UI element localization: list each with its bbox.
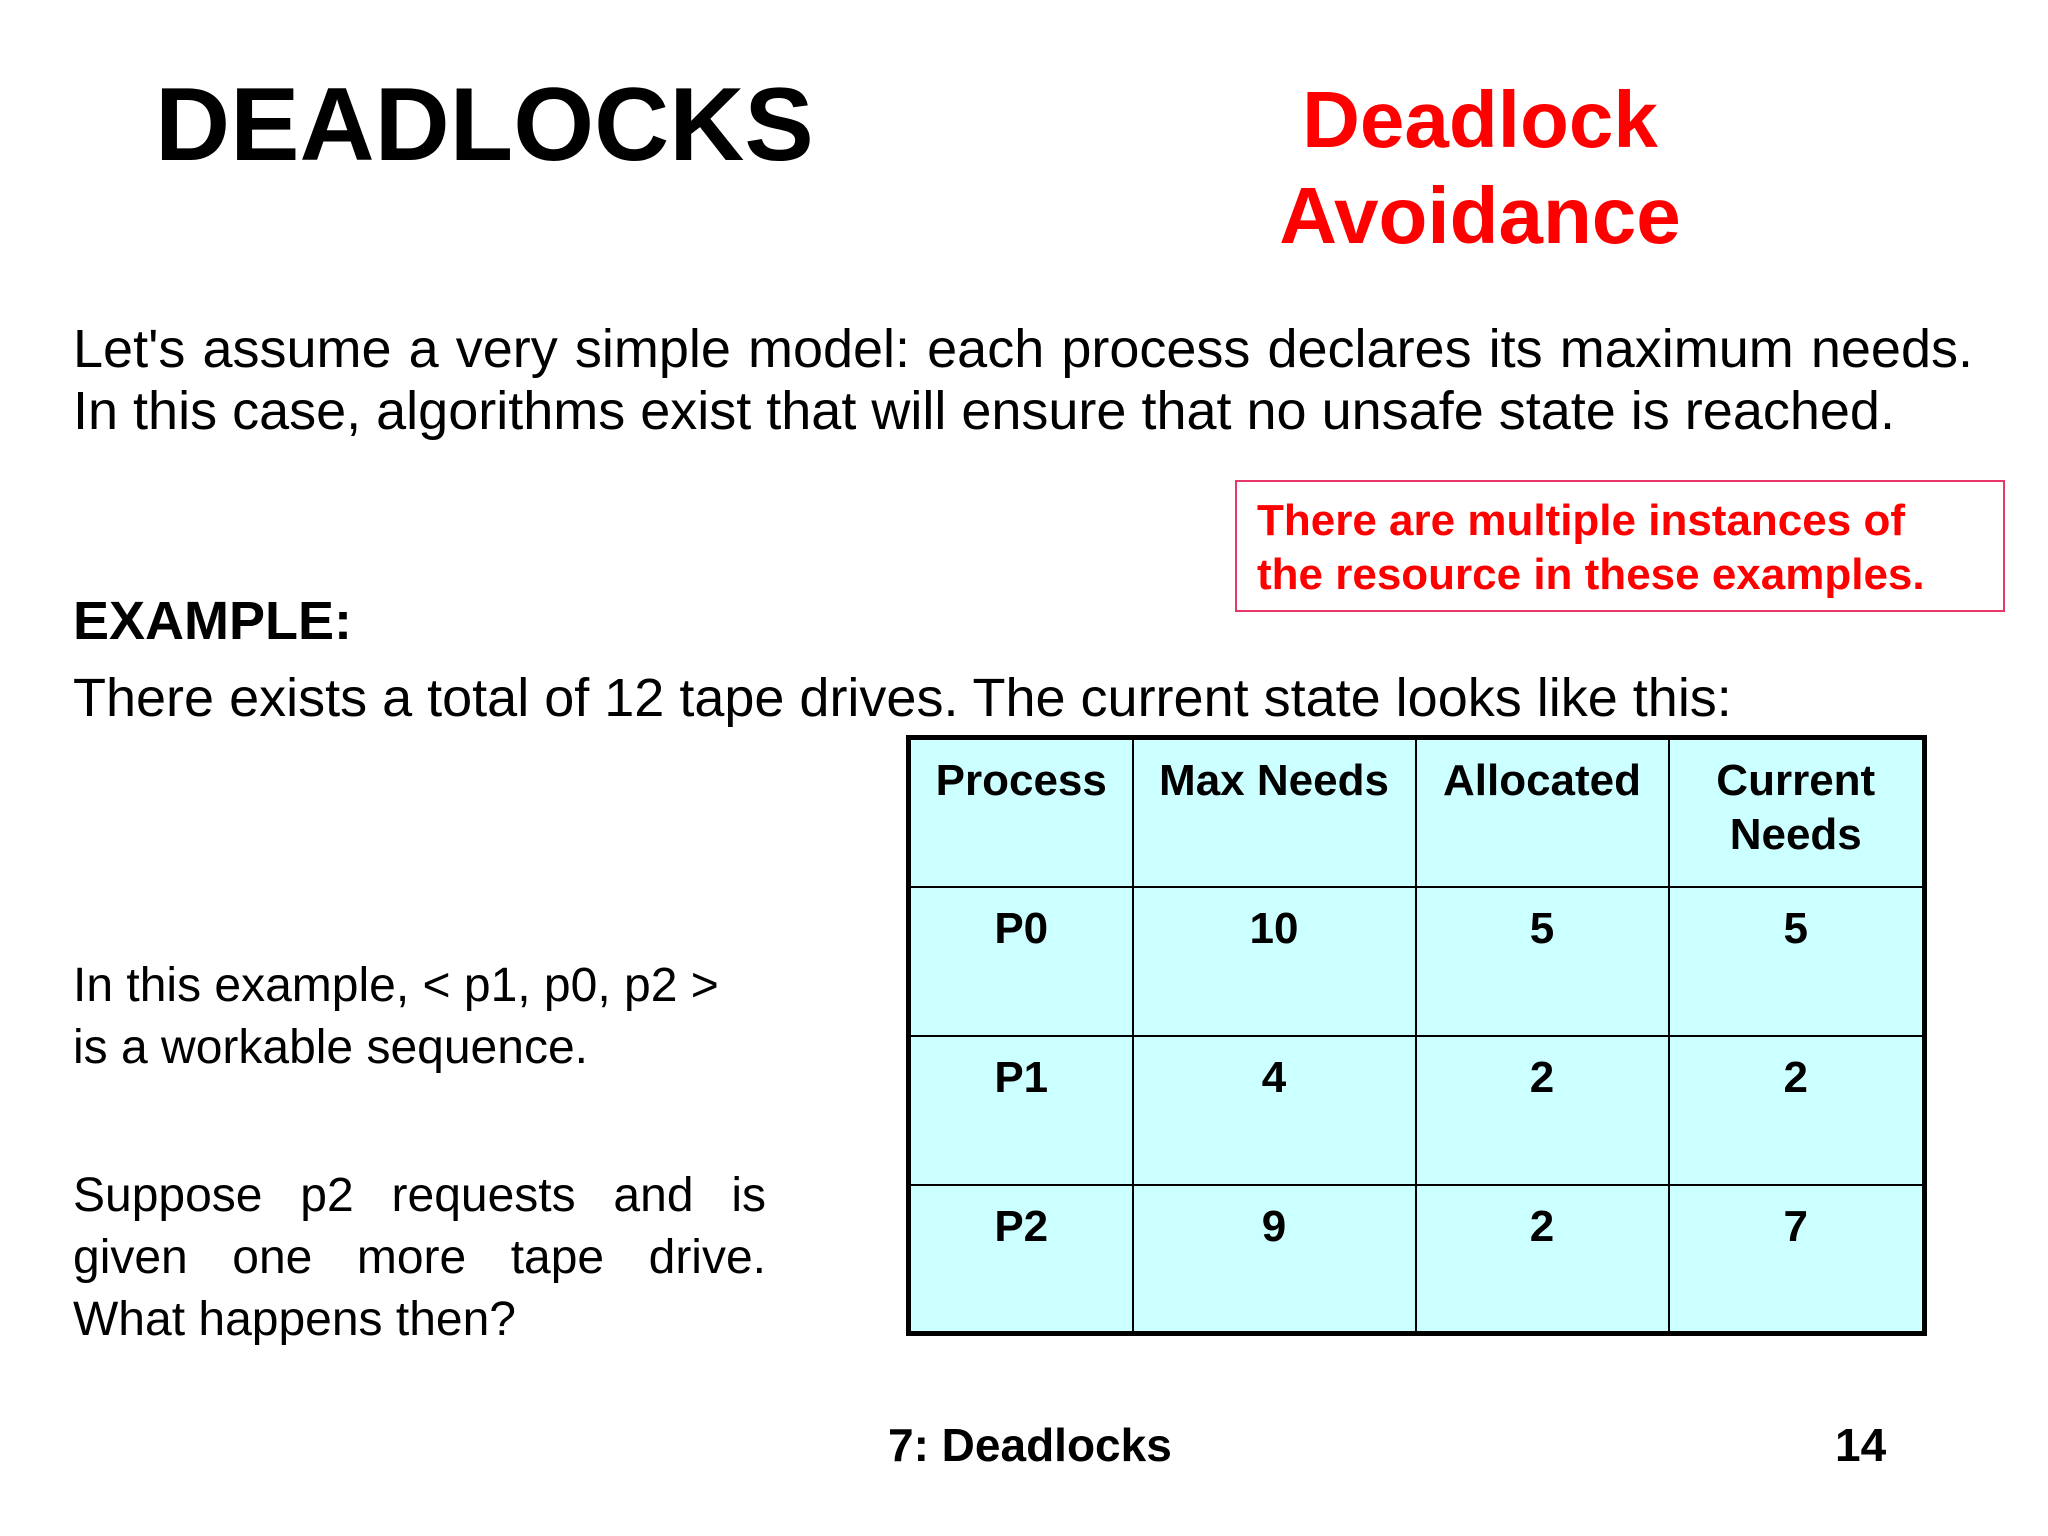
table-row xyxy=(909,1185,1925,1334)
header-process: Process xyxy=(909,738,1133,887)
resource-state-table xyxy=(906,735,1927,1336)
slide-subtitle xyxy=(1230,72,1730,264)
cell-max-needs: 10 xyxy=(1133,887,1416,1036)
cell-allocated: 2 xyxy=(1416,1185,1669,1334)
table-header-row xyxy=(909,738,1925,887)
table-row xyxy=(909,887,1925,1036)
cell-allocated: 5 xyxy=(1416,887,1669,1036)
cell-current-needs: 2 xyxy=(1669,1036,1925,1185)
cell-allocated: 2 xyxy=(1416,1036,1669,1185)
workable-line-1: In this example, < p1, p0, p2 > xyxy=(73,959,719,1012)
footer-chapter: 7: Deadlocks xyxy=(888,1419,1172,1471)
subtitle-line-2: Avoidance xyxy=(1279,171,1681,260)
page-number: 14 xyxy=(1835,1419,1887,1471)
cell-process: P0 xyxy=(909,887,1133,1036)
note-callout xyxy=(1235,480,2005,612)
cell-max-needs: 4 xyxy=(1133,1036,1416,1185)
cell-max-needs: 9 xyxy=(1133,1185,1416,1334)
table-row xyxy=(909,1036,1925,1185)
intro-paragraph: Let's assume a very simple model: each process declares its maximum needs. In this case, algorithms exist that will ensure that no unsafe state is reached. xyxy=(73,319,1973,441)
note-line-1: There are multiple instances of xyxy=(1257,496,1905,545)
header-allocated: Allocated xyxy=(1416,738,1669,887)
example-heading: EXAMPLE: xyxy=(73,591,353,651)
cell-process: P1 xyxy=(909,1036,1133,1185)
suppose-question: Suppose p2 requests and is given one more tape drive. What happens then? xyxy=(73,1169,766,1346)
cell-current-needs: 7 xyxy=(1669,1185,1925,1334)
workable-sequence-text xyxy=(73,955,773,1079)
header-max-needs: Max Needs xyxy=(1133,738,1416,887)
note-line-2: the resource in these examples. xyxy=(1257,550,1925,599)
cell-process: P2 xyxy=(909,1185,1133,1334)
example-description: There exists a total of 12 tape drives. The current state looks like this: xyxy=(73,668,1732,728)
subtitle-line-1: Deadlock xyxy=(1302,75,1658,164)
slide-title: DEADLOCKS xyxy=(155,67,814,183)
header-current-needs: Current Needs xyxy=(1669,738,1925,887)
cell-current-needs: 5 xyxy=(1669,887,1925,1036)
workable-line-2: is a workable sequence. xyxy=(73,1021,588,1074)
